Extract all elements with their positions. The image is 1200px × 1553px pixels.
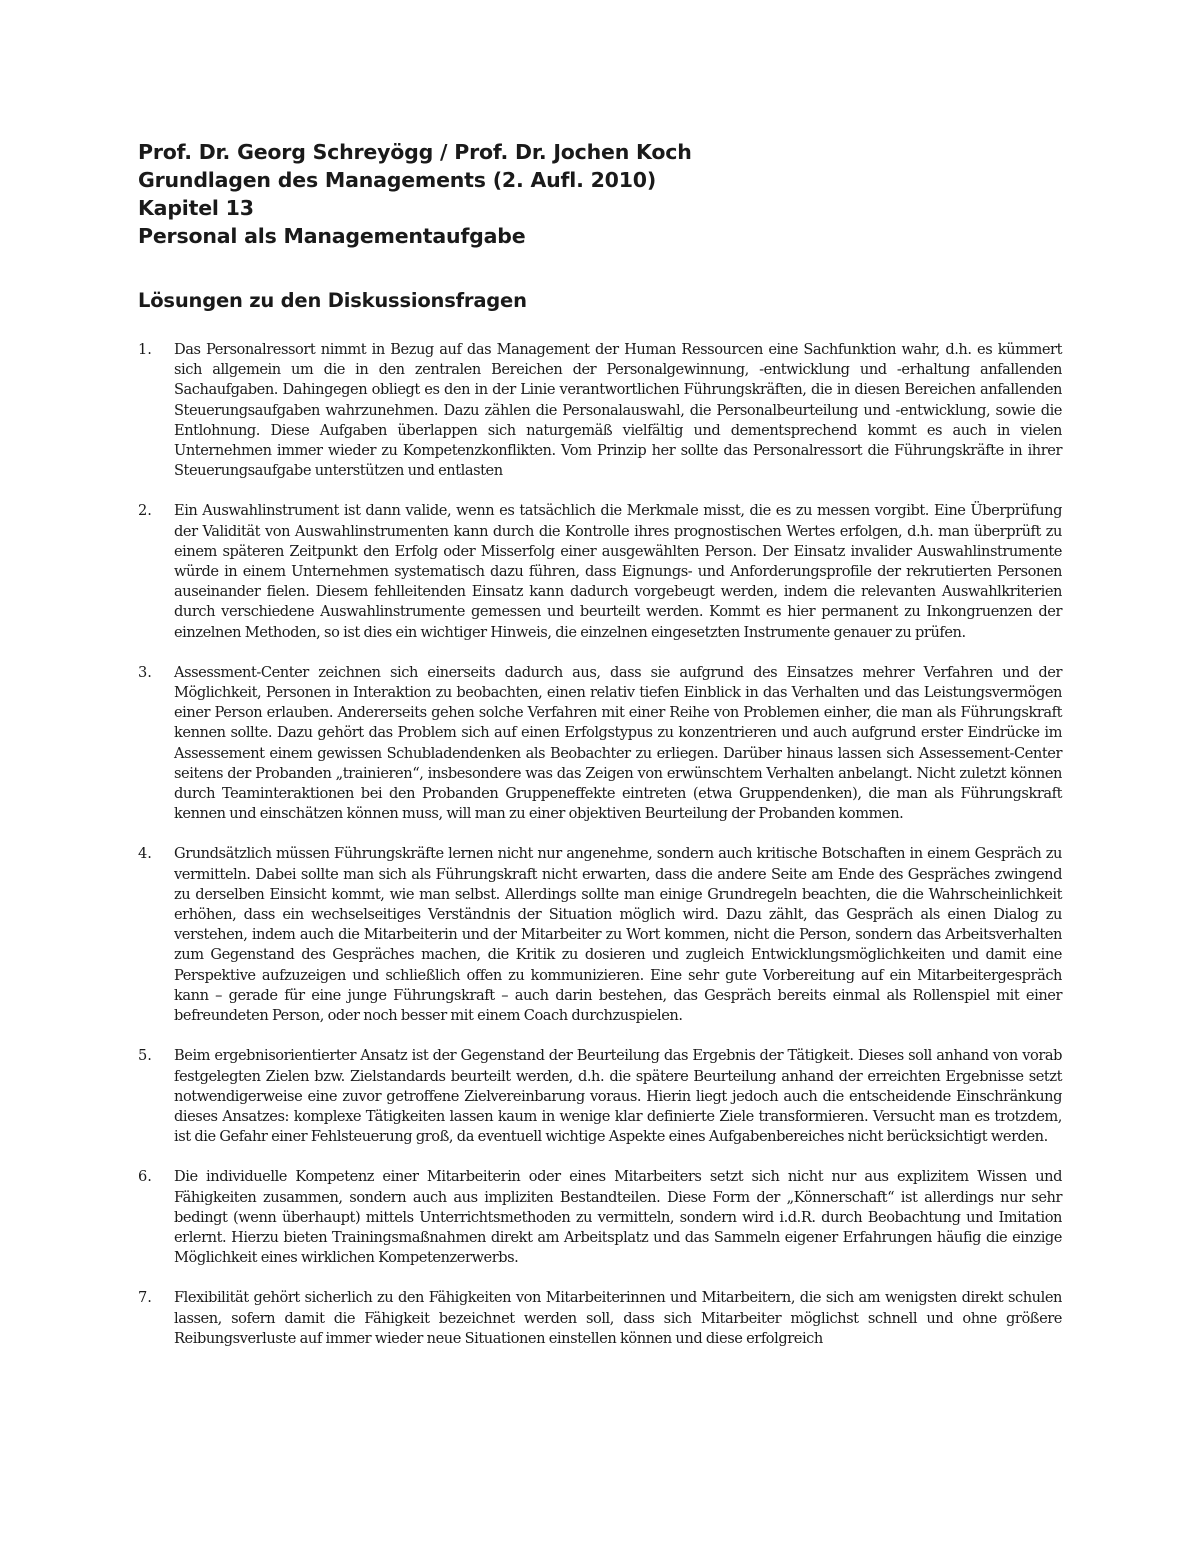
answer-number: 1. xyxy=(138,341,152,358)
answer-text: Assessment-Center zeichnen sich einerseits dadurch aus, dass sie aufgrund des Einsatzes mehrer Verfahren und der Möglichkeit, Personen in Interaktion zu beobachten, einen relativ tiefen Einblick in das Verhalten und das Leistungsvermögen einer Person erlauben. Andererseits gehen solche Verfahren mit einer Reihe von Problemen einher, die man als Führungskraft kennen sollte. Dazu gehört das Problem sich auf einen Erfolgstypus zu konzentrieren und auch aufgrund erster Eindrücke im Assessement einem gewissen Schubladendenken als Beobachter zu erliegen. Darüber hinaus lassen sich Assessement-Center seitens der Probanden „trainieren“, insbesondere was das Zeigen von erwünschtem Verhalten anbelangt. Nicht zuletzt können durch Teaminteraktionen bei den Probanden Gruppeneffekte eintreten (etwa Gruppendenken), die man als Führungskraft kennen und einschätzen können muss, will man zu einer objektiven Beurteilung der Probanden kommen. xyxy=(174,663,1062,823)
answer-number: 5. xyxy=(138,1047,152,1065)
answer-number: 2. xyxy=(138,502,152,520)
answer-number: 4. xyxy=(138,845,152,863)
answer-item-4 xyxy=(138,844,1062,1026)
answer-text: Grundsätzlich müssen Führungskräfte lernen nicht nur angenehme, sondern auch kritische Botschaften in einem Gespräch zu vermitteln. Dabei sollte man sich als Führungskraft nicht erwarten, dass die andere Seite am Ende des Gespräches zwingend zu derselben Einsicht kommt, wie man selbst. Allerdings sollte man einige Grundregeln beachten, die die Wahrscheinlichkeit erhöhen, dass ein wechselseitiges Verständnis der Situation möglich wird. Dazu zählt, das Gespräch als einen Dialog zu verstehen, indem auch die Mitarbeiterin und der Mitarbeiter zu Wort kommen, nicht die Person, sondern das Arbeitsverhalten zum Gegenstand des Gespräches machen, die Kritik zu dosieren und zugleich Entwicklungsmöglichkeiten und damit eine Perspektive aufzuzeigen und schließlich offen zu kommunizieren. Eine sehr gute Vorbereitung auf ein Mitarbeitergespräch kann – gerade für eine junge Führungskraft – auch darin bestehen, das Gespräch bereits einmal als Rollenspiel mit einer befreundeten Person, oder noch besser mit einem Coach durchzuspielen. xyxy=(174,845,1062,1025)
answer-text: Die individuelle Kompetenz einer Mitarbeiterin oder eines Mitarbeiters setzt sich nicht nur aus explizitem Wissen und Fähigkeiten zusammen, sondern auch aus impliziten Bestandteilen. Diese Form der „Könnerschaft“ ist allerdings nur sehr bedingt (wenn überhaupt) mittels Unterrichtsmethoden zu vermitteln, sondern wird i.d.R. durch Beobachtung und Imitation erlernt. Hierzu bieten Trainingsmaßnahmen direkt am Arbeitsplatz und das Sammeln eigener Erfahrungen häufig die einzige Möglichkeit eines wirklichen Kompetenzerwerbs. xyxy=(174,1168,1062,1267)
chapter-line: Kapitel 13 xyxy=(138,196,254,220)
answer-item-5 xyxy=(138,1046,1062,1147)
answer-item-6 xyxy=(138,1167,1062,1268)
chapter-title-line: Personal als Managementaufgabe xyxy=(138,224,526,248)
answer-text: Ein Auswahlinstrument ist dann valide, wenn es tatsächlich die Merkmale misst, die es zu messen vorgibt. Eine Überprüfung der Validität von Auswahlinstrumenten kann durch die Kontrolle ihres prognostischen Wertes erfolgen, d.h. man überprüft zu einem späteren Zeitpunkt den Erfolg oder Misserfolg einer ausgewählten Person. Der Einsatz invalider Auswahlinstrumente würde in einem Unternehmen systematisch dazu führen, dass Eignungs- und Anforderungsprofile der rekrutierten Personen auseinander fielen. Diesem fehlleitenden Einsatz kann dadurch vorgebeugt werden, indem die relevanten Auswahlkriterien durch verschiedene Auswahlinstrumente gemessen und beurteilt werden. Kommt es hier permanent zu Inkongruenzen der einzelnen Methoden, so ist dies ein wichtiger Hinweis, die einzelnen eingesetzten Instrumente genauer zu prüfen. xyxy=(174,502,1062,641)
answer-item-2 xyxy=(138,501,1062,642)
answer-text: Das Personalressort nimmt in Bezug auf das Management der Human Ressourcen eine Sachfunktion wahr, d.h. es kümmert sich allgemein um die in den zentralen Bereichen der Personalgewinnung, -entwicklung und -erhaltung anfallenden Sachaufgaben. Dahingegen obliegt es den in der Linie verantwortlichen Führungskräften, die in diesen Bereichen anfallenden Steuerungsaufgaben wahrzunehmen. Dazu zählen die Personalauswahl, die Personalbeurteilung und -entwicklung, sowie die Entlohnung. Diese Aufgaben überlappen sich naturgemäß vielfältig und dementsprechend kommt es auch in vielen Unternehmen immer wieder zu Kompetenzkonflikten. Vom Prinzip her sollte das Personalressort die Führungskräfte in ihrer Steuerungsaufgabe unterstützen und entlasten xyxy=(174,341,1062,480)
answer-list xyxy=(138,340,1062,1349)
answer-number: 7. xyxy=(138,1289,152,1307)
answer-text: Flexibilität gehört sicherlich zu den Fähigkeiten von Mitarbeiterinnen und Mitarbeitern, die sich am wenigsten direkt schulen lassen, sofern damit die Fähigkeit bezeichnet werden soll, dass sich Mitarbeiter möglichst schnell und ohne größere Reibungsverluste auf immer wieder neue Situationen einstellen können und diese erfolgreich xyxy=(174,1289,1062,1347)
document-page xyxy=(138,138,1062,1369)
document-header xyxy=(138,138,1062,250)
answer-item-3 xyxy=(138,663,1062,825)
answer-item-7 xyxy=(138,1288,1062,1349)
section-title: Lösungen zu den Diskussionsfragen xyxy=(138,289,527,312)
book-title-line: Grundlagen des Managements (2. Aufl. 2010) xyxy=(138,168,657,192)
answer-number: 6. xyxy=(138,1168,152,1186)
answer-item-1 xyxy=(138,340,1062,481)
answer-number: 3. xyxy=(138,663,152,681)
answer-text: Beim ergebnisorientierter Ansatz ist der Gegenstand der Beurteilung das Ergebnis der Tätigkeit. Dieses soll anhand von vorab festgelegten Zielen bzw. Zielstandards beurteilt werden, d.h. die spätere Beurteilung anhand der erreichten Ergebnisse setzt notwendigerweise eine zuvor getroffene Zielvereinbarung voraus. Hierin liegt jedoch auch die entscheidende Einschränkung dieses Ansatzes: komplexe Tätigkeiten lassen kaum in wenige klar definierte Ziele transformieren. Versucht man es trotzdem, ist die Gefahr einer Fehlsteuerung groß, da eventuell wichtige Aspekte eines Aufgabenbereiches nicht berücksichtigt werden. xyxy=(174,1047,1062,1146)
authors-line: Prof. Dr. Georg Schreyögg / Prof. Dr. Jochen Koch xyxy=(138,140,692,164)
